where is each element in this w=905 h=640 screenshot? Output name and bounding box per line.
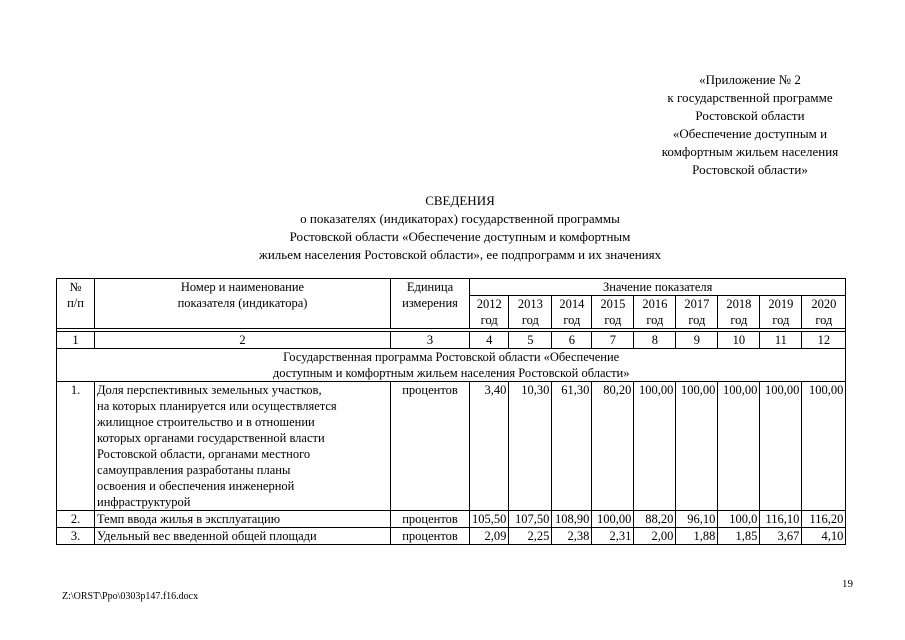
year-label: 2016 [642,297,668,311]
year-label: 2012 [476,297,502,311]
col-number: 1 [57,332,95,349]
year-label: 2014 [559,297,585,311]
row-unit: процентов [391,511,470,528]
header-year [718,296,760,329]
appendix-line: «Обеспечение доступным и [672,126,828,141]
heading-line: о показателях (индикаторах) государственной программы [300,211,620,226]
year-suffix: год [646,313,664,327]
row-value: 80,20 [592,382,634,511]
col-number: 10 [718,332,760,349]
row-name-line: Доля перспективных земельных участков, [97,383,322,397]
row-value: 10,30 [509,382,552,511]
row-name-line: Удельный вес введенной общей площади [97,529,317,543]
section-line: доступным и комфортным жильем населения Ростовской области» [272,366,630,380]
year-label: 2015 [600,297,626,311]
year-label: 2020 [811,297,837,311]
row-name-line: на которых планируется или осуществляется [97,399,337,413]
header-year [552,296,592,329]
table-row [57,382,846,511]
row-value: 100,00 [718,382,760,511]
document-heading [170,192,750,264]
row-value: 88,20 [634,511,676,528]
row-value: 116,10 [760,511,802,528]
header-unit-line1: Единица [406,280,454,294]
row-value: 2,31 [592,528,634,545]
row-value: 3,67 [760,528,802,545]
appendix-line: Ростовской области» [692,162,808,177]
document-title: СВЕДЕНИЯ [425,193,495,208]
row-value: 107,50 [509,511,552,528]
year-suffix: год [730,313,748,327]
row-name-line: самоуправления разработаны планы [97,463,291,477]
col-number: 8 [634,332,676,349]
header-row [57,279,846,296]
row-value: 108,90 [552,511,592,528]
year-suffix: год [688,313,706,327]
header-name-line2: показателя (индикатора) [177,296,308,310]
col-number: 11 [760,332,802,349]
header-unit [391,279,470,329]
col-number: 12 [802,332,846,349]
col-number: 2 [95,332,391,349]
year-label: 2019 [768,297,794,311]
row-value: 1,85 [718,528,760,545]
row-value: 100,00 [592,511,634,528]
header-year [802,296,846,329]
year-suffix: год [563,313,581,327]
header-name-line1: Номер и наименование [180,280,305,294]
row-num: 1. [57,382,95,511]
col-number: 6 [552,332,592,349]
col-number: 7 [592,332,634,349]
row-value: 105,50 [470,511,509,528]
table-row [57,511,846,528]
row-name [95,528,391,545]
year-label: 2018 [726,297,752,311]
year-suffix: год [815,313,833,327]
header-unit-line2: измерения [402,296,458,310]
year-suffix: год [521,313,539,327]
col-number: 5 [509,332,552,349]
appendix-note [630,71,870,179]
page-number: 19 [842,578,853,590]
row-value: 2,00 [634,528,676,545]
col-number: 9 [676,332,718,349]
row-value: 1,88 [676,528,718,545]
header-num-line2: п/п [67,296,84,310]
row-value: 96,10 [676,511,718,528]
row-name [95,511,391,528]
year-label: 2017 [684,297,710,311]
row-name-line: освоения и обеспечения инженерной [97,479,295,493]
heading-line: жильем населения Ростовской области», ее подпрограмм и их значениях [258,247,662,262]
header-year [592,296,634,329]
row-name-line: Ростовской области, органами местного [97,447,311,461]
year-suffix: год [480,313,498,327]
year-suffix: год [604,313,622,327]
year-suffix: год [772,313,790,327]
header-year [509,296,552,329]
row-value: 100,00 [802,382,846,511]
file-path: Z:\ORST\Ppo\0303p147.f16.docx [62,591,199,602]
appendix-line: к государственной программе [667,90,833,105]
header-year [676,296,718,329]
row-num: 2. [57,511,95,528]
section-row [57,349,846,382]
row-value: 100,00 [634,382,676,511]
header-value: Значение показателя [470,279,846,296]
column-numbers-row [57,332,846,349]
header-year [634,296,676,329]
appendix-line: Ростовской области [695,108,805,123]
row-num: 3. [57,528,95,545]
year-label: 2013 [517,297,543,311]
header-name [95,279,391,329]
section-line: Государственная программа Ростовской области «Обеспечение [283,350,620,364]
row-value: 2,09 [470,528,509,545]
row-value: 100,00 [676,382,718,511]
row-name-line: жилищное строительство и в отношении [97,415,315,429]
header-year [470,296,509,329]
row-name [95,382,391,511]
header-num-line1: № [69,280,82,294]
row-name-line: которых органами государственной власти [97,431,325,445]
row-value: 100,00 [760,382,802,511]
appendix-line: «Приложение № 2 [699,72,801,87]
row-value: 2,25 [509,528,552,545]
heading-line: Ростовской области «Обеспечение доступным и комфортным [289,229,631,244]
row-value: 3,40 [470,382,509,511]
appendix-line: комфортным жильем населения [661,144,839,159]
row-unit: процентов [391,382,470,511]
section-title [57,349,846,382]
table-row [57,528,846,545]
row-value: 61,30 [552,382,592,511]
row-value: 4,10 [802,528,846,545]
header-num [57,279,95,329]
row-value: 116,20 [802,511,846,528]
col-number: 4 [470,332,509,349]
row-name-line: Темп ввода жилья в эксплуатацию [97,512,281,526]
row-value: 100,0 [718,511,760,528]
row-name-line: инфраструктурой [97,495,191,509]
row-value: 2,38 [552,528,592,545]
header-year [760,296,802,329]
row-unit: процентов [391,528,470,545]
indicators-table [56,278,846,545]
col-number: 3 [391,332,470,349]
